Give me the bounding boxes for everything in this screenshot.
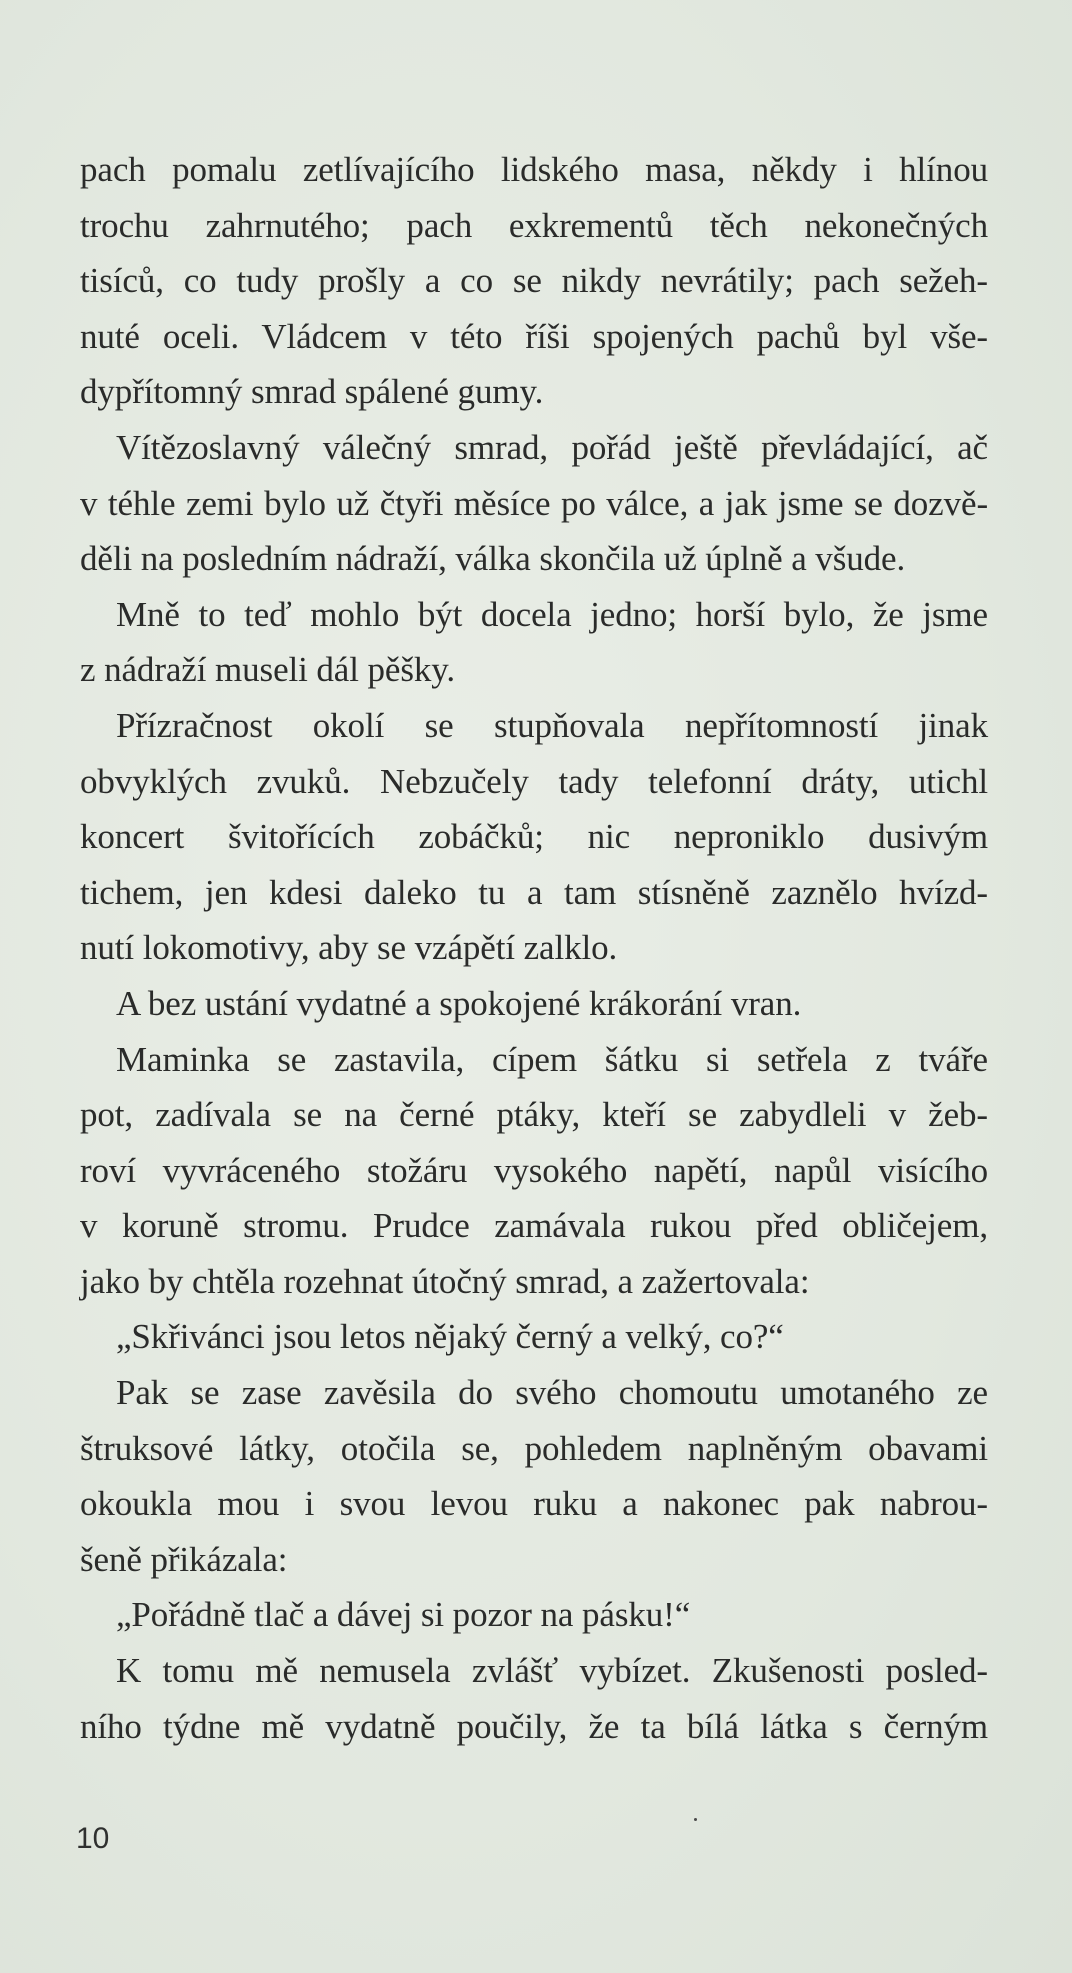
text-line: nutí lokomotivy, aby se vzápětí zalklo. <box>80 928 618 968</box>
text-line: roví vyvráceného stožáru vysokého napětí, napůl visícího <box>80 1150 988 1190</box>
text-line: děli na posledním nádraží, válka skončila už úplně a všude. <box>80 539 906 579</box>
text-line: „Pořádně tlač a dávej si pozor na pásku!“ <box>116 1595 691 1635</box>
print-speck <box>694 1818 697 1821</box>
text-line: dypřítomný smrad spálené gumy. <box>80 372 544 412</box>
page-number: 10 <box>76 1822 110 1855</box>
text-line: okoukla mou i svou levou ruku a nakonec pak nabrou- <box>80 1484 988 1524</box>
text-line: ního týdne mě vydatně poučily, že ta bílá látka s černým <box>80 1706 988 1746</box>
text-line: Vítězoslavný válečný smrad, pořád ještě převládající, ač <box>116 427 988 467</box>
text-line: šeně přikázala: <box>80 1539 288 1579</box>
text-line: pach pomalu zetlívajícího lidského masa, někdy i hlínou <box>80 150 988 189</box>
text-line: Maminka se zastavila, cípem šátku si setřela z tváře <box>116 1039 988 1079</box>
text-line: „Skřivánci jsou letos nějaký černý a velký, co?“ <box>116 1317 784 1357</box>
text-line: obvyklých zvuků. Nebzučely tady telefonní dráty, utichl <box>80 761 988 801</box>
text-line: v koruně stromu. Prudce zamávala rukou před obličejem, <box>80 1206 988 1246</box>
text-line: z nádraží museli dál pěšky. <box>80 650 456 690</box>
text-line: štruksové látky, otočila se, pohledem naplněným obavami <box>80 1428 988 1468</box>
text-line: Přízračnost okolí se stupňovala nepřítomností jinak <box>116 705 988 745</box>
text-line: jako by chtěla rozehnat útočný smrad, a zažertovala: <box>80 1261 810 1301</box>
text-line: Mně to teď mohlo být docela jedno; horší bylo, že jsme <box>116 594 988 634</box>
text-line: tisíců, co tudy prošly a co se nikdy nevrátily; pach sežeh- <box>80 261 988 301</box>
text-line: trochu zahrnutého; pach exkrementů těch nekonečných <box>80 205 988 245</box>
text-line: pot, zadívala se na černé ptáky, kteří se zabydleli v žeb- <box>80 1095 988 1135</box>
text-line: A bez ustání vydatné a spokojené krákorání vran. <box>116 983 802 1023</box>
text-line: v téhle zemi bylo už čtyři měsíce po válce, a jak jsme se dozvě- <box>80 483 988 523</box>
text-line: nuté oceli. Vládcem v této říši spojených pachů byl vše- <box>80 316 988 356</box>
book-page-text <box>80 142 988 1754</box>
text-line: tichem, jen kdesi daleko tu a tam stísněně zaznělo hvízd- <box>80 872 988 912</box>
text-line: Pak se zase zavěsila do svého chomoutu umotaného ze <box>116 1373 988 1413</box>
text-line: koncert švitořících zobáčků; nic neproniklo dusivým <box>80 817 988 857</box>
text-line: K tomu mě nemusela zvlášť vybízet. Zkušenosti posled- <box>116 1651 988 1691</box>
